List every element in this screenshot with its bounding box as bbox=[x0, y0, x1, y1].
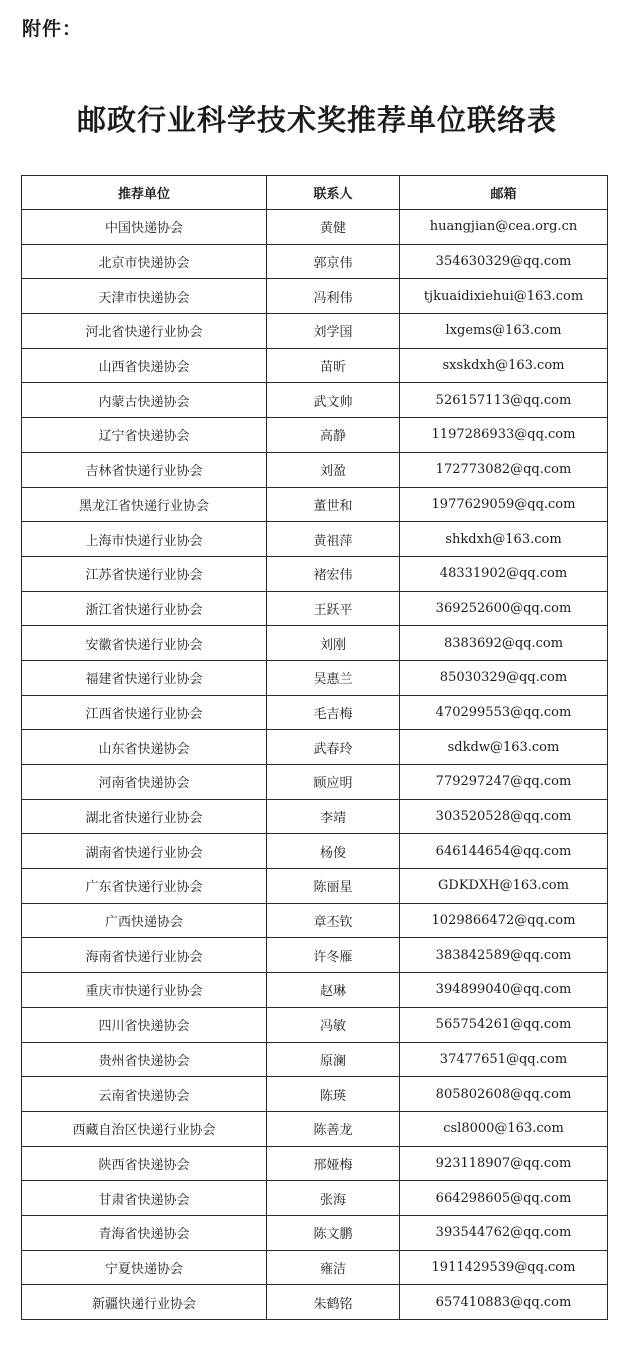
table-cell-contact: 武春玲 bbox=[267, 730, 400, 765]
table-row bbox=[22, 1285, 608, 1320]
table-row bbox=[22, 487, 608, 522]
table-cell-contact: 董世和 bbox=[267, 487, 400, 522]
table-row bbox=[22, 1111, 608, 1146]
table-cell-contact: 刘刚 bbox=[267, 626, 400, 661]
table-cell-contact: 赵琳 bbox=[267, 973, 400, 1008]
table-cell-email: 369252600@qq.com bbox=[400, 591, 608, 626]
table-cell-unit: 江西省快递行业协会 bbox=[22, 695, 267, 730]
table-cell-contact: 王跃平 bbox=[267, 591, 400, 626]
table-cell-unit: 广西快递协会 bbox=[22, 903, 267, 938]
table-cell-contact: 黄祖萍 bbox=[267, 522, 400, 557]
table-row bbox=[22, 314, 608, 349]
table-cell-email: sxskdxh@163.com bbox=[400, 348, 608, 383]
table-cell-email: 805802608@qq.com bbox=[400, 1077, 608, 1112]
table-cell-contact: 陈丽星 bbox=[267, 869, 400, 904]
table-cell-contact: 武文帅 bbox=[267, 383, 400, 418]
table-cell-contact: 陈善龙 bbox=[267, 1111, 400, 1146]
table-row bbox=[22, 799, 608, 834]
page-title: 邮政行业科学技术奖推荐单位联络表 bbox=[76, 103, 557, 137]
table-row bbox=[22, 556, 608, 591]
table-cell-email: tjkuaidixiehui@163.com bbox=[400, 279, 608, 314]
table-cell-contact: 李靖 bbox=[267, 799, 400, 834]
table-cell-contact: 邢娅梅 bbox=[267, 1146, 400, 1181]
table-cell-contact: 雍洁 bbox=[267, 1250, 400, 1285]
table-cell-unit: 山东省快递协会 bbox=[22, 730, 267, 765]
table-cell-unit: 天津市快递协会 bbox=[22, 279, 267, 314]
table-cell-contact: 顾应明 bbox=[267, 765, 400, 800]
table-cell-email: 172773082@qq.com bbox=[400, 452, 608, 487]
table-cell-email: lxgems@163.com bbox=[400, 314, 608, 349]
table-cell-unit: 中国快递协会 bbox=[22, 210, 267, 245]
table-cell-email: 8383692@qq.com bbox=[400, 626, 608, 661]
table-cell-email: 1911429539@qq.com bbox=[400, 1250, 608, 1285]
table-row bbox=[22, 695, 608, 730]
table-cell-unit: 河北省快递行业协会 bbox=[22, 314, 267, 349]
table-row bbox=[22, 1007, 608, 1042]
table-row bbox=[22, 1146, 608, 1181]
table-cell-unit: 新疆快递行业协会 bbox=[22, 1285, 267, 1320]
table-cell-email: shkdxh@163.com bbox=[400, 522, 608, 557]
table-row bbox=[22, 348, 608, 383]
table-cell-email: 383842589@qq.com bbox=[400, 938, 608, 973]
table-row bbox=[22, 418, 608, 453]
table-row bbox=[22, 869, 608, 904]
table-cell-unit: 海南省快递行业协会 bbox=[22, 938, 267, 973]
table-row bbox=[22, 452, 608, 487]
table-row bbox=[22, 765, 608, 800]
table-cell-email: 779297247@qq.com bbox=[400, 765, 608, 800]
table-cell-contact: 郭京伟 bbox=[267, 244, 400, 279]
table-cell-email: 1197286933@qq.com bbox=[400, 418, 608, 453]
table-cell-email: 646144654@qq.com bbox=[400, 834, 608, 869]
table-cell-unit: 北京市快递协会 bbox=[22, 244, 267, 279]
table-cell-contact: 黄健 bbox=[267, 210, 400, 245]
table-cell-unit: 山西省快递协会 bbox=[22, 348, 267, 383]
table-header-row bbox=[22, 176, 608, 210]
table-cell-unit: 吉林省快递行业协会 bbox=[22, 452, 267, 487]
table-cell-unit: 黑龙江省快递行业协会 bbox=[22, 487, 267, 522]
table-cell-email: 470299553@qq.com bbox=[400, 695, 608, 730]
table-cell-unit: 甘肃省快递协会 bbox=[22, 1181, 267, 1216]
table-row bbox=[22, 903, 608, 938]
table-cell-unit: 河南省快递协会 bbox=[22, 765, 267, 800]
table-cell-email: 565754261@qq.com bbox=[400, 1007, 608, 1042]
table-row bbox=[22, 834, 608, 869]
table-cell-contact: 高静 bbox=[267, 418, 400, 453]
table-cell-email: 303520528@qq.com bbox=[400, 799, 608, 834]
table-cell-contact: 许冬雁 bbox=[267, 938, 400, 973]
table-row bbox=[22, 1250, 608, 1285]
table-cell-unit: 四川省快递协会 bbox=[22, 1007, 267, 1042]
table-cell-unit: 贵州省快递协会 bbox=[22, 1042, 267, 1077]
table-cell-unit: 西藏自治区快递行业协会 bbox=[22, 1111, 267, 1146]
table-row bbox=[22, 591, 608, 626]
table-cell-email: 354630329@qq.com bbox=[400, 244, 608, 279]
table-row bbox=[22, 660, 608, 695]
table-cell-email: 85030329@qq.com bbox=[400, 660, 608, 695]
table-row bbox=[22, 1042, 608, 1077]
table-cell-email: 37477651@qq.com bbox=[400, 1042, 608, 1077]
table-row bbox=[22, 279, 608, 314]
table-row bbox=[22, 1077, 608, 1112]
column-header-contact: 联系人 bbox=[267, 176, 400, 210]
table-cell-contact: 毛吉梅 bbox=[267, 695, 400, 730]
table-cell-email: 1977629059@qq.com bbox=[400, 487, 608, 522]
table-body bbox=[22, 210, 608, 1320]
table-cell-unit: 内蒙古快递协会 bbox=[22, 383, 267, 418]
table-cell-unit: 江苏省快递行业协会 bbox=[22, 556, 267, 591]
table-row bbox=[22, 1215, 608, 1250]
table-row bbox=[22, 973, 608, 1008]
table-cell-contact: 刘盈 bbox=[267, 452, 400, 487]
table-cell-unit: 湖北省快递行业协会 bbox=[22, 799, 267, 834]
table-cell-email: 923118907@qq.com bbox=[400, 1146, 608, 1181]
table-cell-unit: 宁夏快递协会 bbox=[22, 1250, 267, 1285]
table-cell-email: 657410883@qq.com bbox=[400, 1285, 608, 1320]
table-cell-contact: 杨俊 bbox=[267, 834, 400, 869]
table-row bbox=[22, 730, 608, 765]
table-cell-contact: 张海 bbox=[267, 1181, 400, 1216]
column-header-email: 邮箱 bbox=[400, 176, 608, 210]
table-row bbox=[22, 522, 608, 557]
table-cell-contact: 刘学国 bbox=[267, 314, 400, 349]
table-row bbox=[22, 1181, 608, 1216]
table-cell-email: 526157113@qq.com bbox=[400, 383, 608, 418]
table-cell-email: 393544762@qq.com bbox=[400, 1215, 608, 1250]
table-cell-unit: 上海市快递行业协会 bbox=[22, 522, 267, 557]
table-cell-email: GDKDXH@163.com bbox=[400, 869, 608, 904]
table-cell-email: 48331902@qq.com bbox=[400, 556, 608, 591]
table-row bbox=[22, 938, 608, 973]
table-cell-contact: 苗昕 bbox=[267, 348, 400, 383]
table-row bbox=[22, 244, 608, 279]
table-cell-unit: 云南省快递协会 bbox=[22, 1077, 267, 1112]
column-header-unit: 推荐单位 bbox=[22, 176, 267, 210]
table-cell-contact: 章丕钦 bbox=[267, 903, 400, 938]
table-cell-contact: 吴惠兰 bbox=[267, 660, 400, 695]
table-row bbox=[22, 210, 608, 245]
table-cell-unit: 安徽省快递行业协会 bbox=[22, 626, 267, 661]
table-cell-contact: 陈瑛 bbox=[267, 1077, 400, 1112]
table-row bbox=[22, 383, 608, 418]
table-cell-email: sdkdw@163.com bbox=[400, 730, 608, 765]
table-cell-unit: 重庆市快递行业协会 bbox=[22, 973, 267, 1008]
table-cell-contact: 陈文鹏 bbox=[267, 1215, 400, 1250]
table-cell-unit: 陕西省快递协会 bbox=[22, 1146, 267, 1181]
table-cell-email: 394899040@qq.com bbox=[400, 973, 608, 1008]
table-cell-unit: 青海省快递协会 bbox=[22, 1215, 267, 1250]
table-cell-unit: 福建省快递行业协会 bbox=[22, 660, 267, 695]
table-cell-unit: 辽宁省快递协会 bbox=[22, 418, 267, 453]
table-cell-contact: 朱鹤铭 bbox=[267, 1285, 400, 1320]
table-cell-email: huangjian@cea.org.cn bbox=[400, 210, 608, 245]
table-cell-email: 1029866472@qq.com bbox=[400, 903, 608, 938]
contact-table bbox=[21, 175, 608, 1320]
table-row bbox=[22, 626, 608, 661]
attachment-label: 附件： bbox=[22, 18, 83, 40]
table-cell-email: csl8000@163.com bbox=[400, 1111, 608, 1146]
table-cell-unit: 湖南省快递行业协会 bbox=[22, 834, 267, 869]
table-cell-contact: 冯利伟 bbox=[267, 279, 400, 314]
table-cell-contact: 原澜 bbox=[267, 1042, 400, 1077]
table-cell-unit: 广东省快递行业协会 bbox=[22, 869, 267, 904]
table-cell-contact: 冯敏 bbox=[267, 1007, 400, 1042]
table-cell-email: 664298605@qq.com bbox=[400, 1181, 608, 1216]
table-cell-contact: 褚宏伟 bbox=[267, 556, 400, 591]
table-cell-unit: 浙江省快递行业协会 bbox=[22, 591, 267, 626]
